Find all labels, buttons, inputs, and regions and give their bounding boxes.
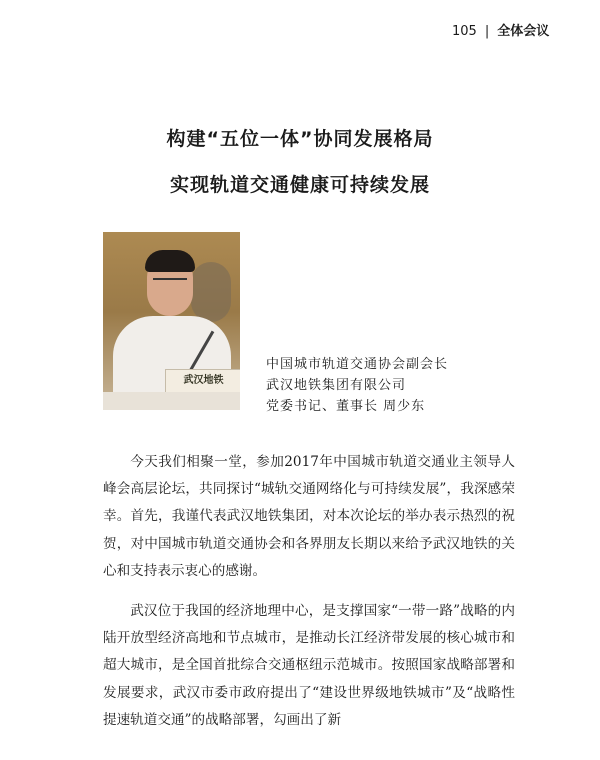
speaker-caption-line-1: 中国城市轨道交通协会副会长	[266, 357, 449, 372]
nameplate: 武汉地铁	[165, 369, 240, 393]
paragraph-text: 今天我们相聚一堂，参加2017年中国城市轨道交通业主领导人峰会高层论坛，共同探讨“城轨交通网络化与可持续发展”，我深感荣幸。首先，我谨代表武汉地铁集团，对本次论坛的举办表示热烈的祝贺，对中国城市轨道交通协会和各界朋友长期以来给予武汉地铁的关心和支持表示衷心的感谢。	[103, 454, 515, 579]
speaker-hair	[145, 250, 195, 272]
background-person	[191, 262, 231, 322]
speaker-caption-line-3: 党委书记、董事长 周少东	[266, 399, 426, 414]
speaker-caption-line-2: 武汉地铁集团有限公司	[266, 378, 407, 393]
page-number: 105	[452, 24, 477, 39]
speaker-photo	[103, 232, 240, 410]
page-header	[452, 20, 549, 39]
body-paragraph-2	[103, 598, 515, 734]
paragraph-text: 武汉位于我国的经济地理中心，是支撑国家“一带一路”战略的内陆开放型经济高地和节点城市，是推动长江经济带发展的核心城市和超大城市，是全国首批综合交通枢纽示范城市。按照国家战略部署和发展要求，武汉市委市政府提出了“建设世界级地铁城市”及“战略性提速轨道交通”的战略部署，勾画出了新	[103, 603, 515, 728]
header-separator: |	[484, 24, 490, 39]
conference-table	[103, 392, 240, 410]
article-title-line-2: 实现轨道交通健康可持续发展	[169, 174, 430, 196]
article-title-line-1: 构建“五位一体”协同发展格局	[166, 128, 434, 150]
body-paragraph-1	[103, 449, 515, 585]
section-title: 全体会议	[497, 24, 550, 39]
speaker-glasses	[153, 278, 187, 286]
